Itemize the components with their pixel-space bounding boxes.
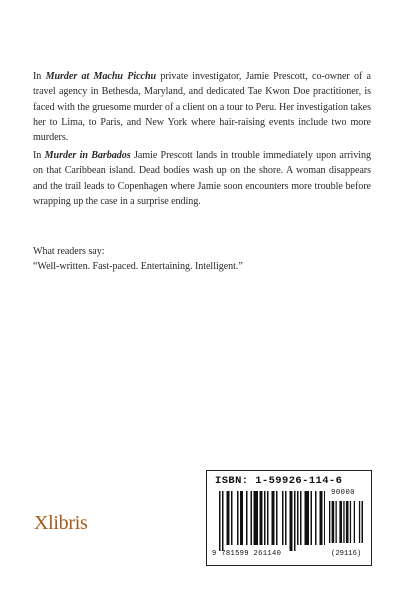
blurb-prefix: In [33,150,45,161]
barcode-bar [285,491,287,545]
reviews-heading: What readers say: [33,246,105,257]
barcode-bar [246,491,248,545]
barcode-bar [294,491,296,551]
blurb-body: private investigator, Jamie Prescott, co-owner of a travel agency in Bethesda, Maryland, and dedicated Tae Kwon Doe practitioner, is faced with the gruesome murder of a client on a tour to Peru. Her investigation takes her to Lima, to Paris, and New York where hair-raising events include two more murders. [33,71,371,144]
blurb-prefix: In [33,71,46,82]
barcode-bar [290,491,293,551]
barcode-bar [336,501,337,543]
book-title: Murder in Barbados [44,150,131,161]
book-title: Murder at Machu Picchu [45,71,157,82]
barcode-bar [359,501,360,543]
barcode-bar [219,491,221,551]
reviews-quote: “Well-written. Fast-paced. Entertaining. Intelligent.” [33,261,243,273]
barcode-bar [300,491,302,545]
barcode-bar [346,501,349,543]
barcode-bar [264,491,266,545]
barcode-bar [254,491,259,545]
barcode-bar [237,491,239,545]
blurb-machu-picchu [33,69,371,145]
isbn-label: ISBN: 1-59926-114-6 [215,475,343,487]
publisher-logo: Xlibris [34,512,88,534]
barcode-bar [311,491,313,545]
barcode-bar [320,491,323,545]
supplement-digits: 90000 [331,489,356,497]
barcode-bar [332,501,335,543]
reader-reviews [33,244,371,275]
barcode-bar [350,501,351,543]
barcode-bar [231,491,233,545]
barcode-bar [305,491,310,545]
supplement-barcode-bars [329,501,363,549]
blurb-barbados [33,148,371,209]
blurb-paragraph [33,69,371,145]
barcode-bar [315,491,317,545]
barcode-bar [329,501,330,543]
barcode-bar [251,491,253,545]
barcode-bar [240,491,243,545]
blurb-body: Jamie Prescott lands in trouble immediately upon arriving on that Caribbean island. Dead bodies wash up on the shore. A woman disappears and the trail leads to Copenhagen where Jamie soon encounters more trouble before wrapping up the case in a surprise ending. [33,150,371,207]
barcode-bar [324,491,325,545]
barcode-bar [272,491,275,545]
barcode-bar [276,491,278,545]
barcode-bar [222,491,224,551]
barcode-bar [339,501,342,543]
barcode-bar [297,491,299,545]
barcode-bar [260,491,263,545]
barcode-bar [282,491,284,545]
isbn-barcode [206,470,372,566]
blurb-paragraph [33,148,371,209]
price-code: (29116) [331,550,362,558]
barcode-bar [354,501,355,543]
barcode-bar [267,491,269,545]
barcode-bar [362,501,364,543]
ean-digits: 9 781599 261140 [212,550,282,558]
ean-barcode-bars [219,491,325,551]
barcode-bar [227,491,230,545]
barcode-bar [343,501,344,543]
